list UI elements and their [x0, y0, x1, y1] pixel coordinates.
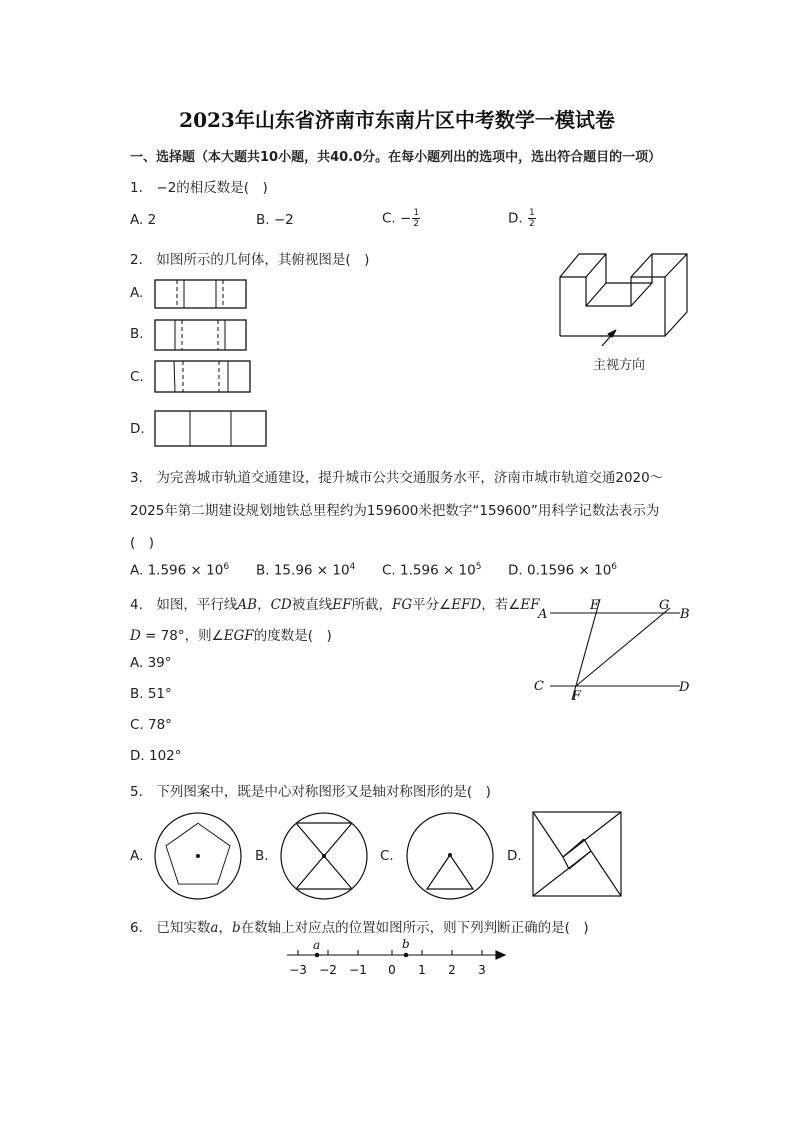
q1-option-d-prefix: D.: [508, 210, 523, 227]
q2-label-a: A.: [130, 285, 144, 301]
q1-option-c-fraction: [412, 208, 420, 229]
section-header: 一、选择题（本大题共10小题，共40.0分。在每小题列出的选项中，选出符合题目的一项）: [130, 150, 662, 165]
q1-c-denominator: 2: [413, 219, 420, 229]
q4-option-b: B. 51°: [130, 686, 172, 702]
q3-c-exponent: 5: [475, 562, 482, 572]
q1-d-denominator: 2: [528, 219, 535, 229]
q3-line-1: 3. 为完善城市轨道交通建设，提升城市公共交通服务水平，济南市城市轨道交通2020～: [130, 470, 664, 486]
q4-text: ，: [257, 597, 271, 613]
q1-option-d: [508, 208, 536, 229]
q3-a-base: A. 1.596 × 10: [130, 562, 224, 579]
q4-var-ef-2: EF: [520, 597, 540, 613]
q3-line-2: 2025年第二期建设规划地铁总里程约为159600米把数字“159600”用科学记数法表示为: [130, 503, 660, 519]
q6-point-a-label: a: [313, 938, 321, 952]
q4-point-g: G: [659, 598, 670, 613]
q4-option-a: A. 39°: [130, 655, 172, 671]
q4-var-ef: EF: [332, 597, 352, 613]
q5-label-a: A.: [130, 848, 144, 864]
q6-point-b-label: b: [402, 937, 410, 951]
q4-var-d: D: [130, 628, 141, 644]
q5-label-c: C.: [380, 848, 394, 864]
q5-option-c-figure: [405, 812, 495, 902]
q2-option-d-figure: [154, 410, 268, 448]
q6-tick-label: −1: [349, 963, 367, 977]
q1-option-c-prefix: C. −: [382, 210, 412, 227]
q2-label-d: D.: [130, 421, 145, 437]
q6-text: ，: [218, 920, 232, 936]
q4-point-e: E: [590, 598, 600, 613]
q4-point-d: D: [679, 680, 690, 695]
q6-number-line-figure: [285, 938, 515, 980]
q6-tick-label: −2: [319, 963, 337, 977]
q4-line-1: [130, 593, 540, 613]
q4-text: = 78°，则∠: [140, 628, 224, 644]
q3-option-b: [256, 562, 355, 579]
q2-label-b: B.: [130, 326, 144, 342]
q6-point-a-dot: [315, 953, 320, 958]
q2-caption: 主视方向: [593, 358, 646, 373]
q4-line-2: [130, 624, 332, 644]
q6-stem: [130, 916, 589, 936]
q3-option-c: [382, 562, 481, 579]
q3-option-a: [130, 562, 229, 579]
q4-option-d: D. 102°: [130, 748, 182, 764]
q5-label-d: D.: [507, 848, 522, 864]
q4-option-c: C. 78°: [130, 717, 172, 733]
q6-text: 在数轴上对应点的位置如图所示，则下列判断正确的是( ): [240, 920, 589, 936]
q3-d-exponent: 6: [611, 562, 618, 572]
q4-var-egf: EGF: [223, 628, 254, 644]
q4-text: 被直线: [291, 597, 333, 613]
q1-option-c: [382, 208, 420, 229]
q4-text: 所截，: [351, 597, 392, 613]
q6-tick-label: 3: [478, 963, 486, 977]
q6-var-b: b: [231, 920, 241, 936]
q4-var-fg: FG: [391, 597, 413, 613]
q3-d-base: D. 0.1596 × 10: [508, 562, 612, 579]
q2-option-c-figure: [154, 360, 252, 393]
q4-text: ，若∠: [481, 597, 521, 613]
q2-label-c: C.: [130, 369, 144, 385]
q4-var-cd: CD: [270, 597, 292, 613]
q4-text: 平分∠: [412, 597, 452, 613]
q4-point-f: F: [572, 689, 582, 704]
q6-tick-label: 0: [388, 963, 396, 977]
q2-option-a-figure: [154, 279, 248, 309]
q4-point-c: C: [534, 679, 544, 694]
q1-c-numerator: 1: [413, 208, 420, 218]
q3-option-d: [508, 562, 617, 579]
q5-option-b-figure: [279, 812, 369, 902]
q4-text: 4. 如图，平行线: [130, 597, 238, 613]
q3-line-3: ( ): [130, 535, 155, 551]
q3-c-base: C. 1.596 × 10: [382, 562, 476, 579]
q6-point-b-dot: [404, 953, 409, 958]
q2-option-b-figure: [154, 319, 248, 351]
q1-stem: 1. −2的相反数是( ): [130, 180, 268, 196]
q5-label-b: B.: [255, 848, 269, 864]
q3-a-exponent: 6: [223, 562, 230, 572]
q3-b-base: B. 15.96 × 10: [256, 562, 350, 579]
q4-point-b: B: [680, 607, 690, 622]
q1-d-numerator: 1: [528, 208, 535, 218]
q4-var-efd: EFD: [451, 597, 482, 613]
page-title: 2023年山东省济南市东南片区中考数学一模试卷: [179, 108, 615, 132]
q6-tick-label: 2: [448, 963, 456, 977]
q1-option-a: A. 2: [130, 212, 157, 228]
q4-text: 的度数是( ): [253, 628, 332, 644]
q5-option-a-figure: [153, 812, 243, 902]
q6-var-a: a: [210, 920, 219, 936]
q4-var-ab: AB: [237, 597, 258, 613]
q2-solid-figure: [556, 250, 696, 360]
q5-stem: 5. 下列图案中，既是中心对称图形又是轴对称图形的是( ): [130, 784, 491, 800]
q4-point-a: A: [538, 607, 548, 622]
q6-tick-label: −3: [289, 963, 307, 977]
q4-parallel-lines-figure: [530, 596, 700, 706]
q6-text: 6. 已知实数: [130, 920, 211, 936]
q5-option-d-figure: [532, 811, 624, 899]
q6-tick-label: 1: [418, 963, 426, 977]
q1-option-d-fraction: [528, 208, 536, 229]
q1-option-b: B. −2: [256, 212, 294, 228]
q2-stem: 2. 如图所示的几何体，其俯视图是( ): [130, 252, 370, 268]
q3-b-exponent: 4: [349, 562, 356, 572]
